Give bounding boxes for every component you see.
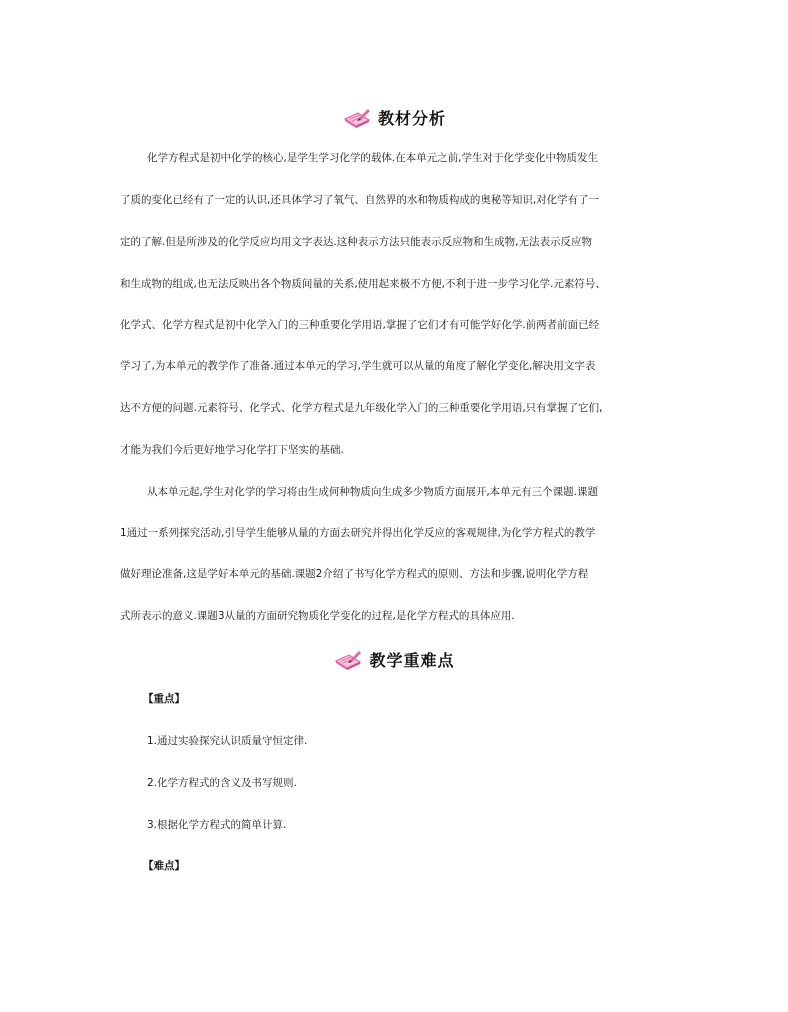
pen-and-paper-icon <box>333 649 363 671</box>
key-point-item: 2.化学方程式的含义及书写规则. <box>147 777 297 789</box>
paragraph-line: 式所表示的意义.课题3从量的方面研究物质化学变化的过程,是化学方程式的具体应用. <box>120 610 515 622</box>
paragraph-line: 达不方便的问题.元素符号、化学式、化学方程式是九年级化学入门的三种重要化学用语,只有掌握了它们, <box>120 402 603 414</box>
section-title: 教材分析 <box>377 109 446 128</box>
paragraph-line: 才能为我们今后更好地学习化学打下坚实的基础. <box>120 444 344 456</box>
pen-and-paper-icon <box>342 107 372 129</box>
paragraph-line: 学习了,为本单元的教学作了准备.通过本单元的学习,学生就可以从量的角度了解化学变化,解决用文字表 <box>120 360 596 372</box>
section-title: 教学重难点 <box>369 651 455 670</box>
paragraph-line: 化学方程式是初中化学的核心,是学生学习化学的载体.在本单元之前,学生对于化学变化中物质发生 <box>147 152 599 164</box>
paragraph-line: 1通过一系列探究活动,引导学生能够从量的方面去研究并得出化学反应的客观规律,为化学方程式的教学 <box>120 527 596 539</box>
difficult-points-label: 【难点】 <box>143 860 185 872</box>
key-point-item: 3.根据化学方程式的简单计算. <box>147 819 287 831</box>
paragraph-line: 化学式、化学方程式是初中化学入门的三种重要化学用语,掌握了它们才有可能学好化学.前两者前面已经 <box>120 319 600 331</box>
section-heading-textbook-analysis <box>0 106 788 129</box>
key-point-item: 1.通过实验探究认识质量守恒定律. <box>147 735 308 747</box>
paragraph-line: 和生成物的组成,也无法反映出各个物质间量的关系,使用起来极不方便,不利于进一步学习化学.元素符号、 <box>120 278 606 290</box>
key-points-label: 【重点】 <box>143 693 185 705</box>
paragraph-line: 定的了解.但是所涉及的化学反应均用文字表达.这种表示方法只能表示反应物和生成物,无法表示反应物 <box>120 236 593 248</box>
section-heading-teaching-key-difficult-points <box>0 648 788 671</box>
paragraph-line: 从本单元起,学生对化学的学习将由生成何种物质向生成多少物质方面展开,本单元有三个课题.课题 <box>147 486 599 498</box>
paragraph-line: 了质的变化已经有了一定的认识,还具体学习了氧气、自然界的水和物质构成的奥秘等知识,对化学有了一 <box>120 194 600 206</box>
paragraph-line: 做好理论准备,这是学好本单元的基础.课题2介绍了书写化学方程式的原则、方法和步骤,说明化学方程 <box>120 568 589 580</box>
